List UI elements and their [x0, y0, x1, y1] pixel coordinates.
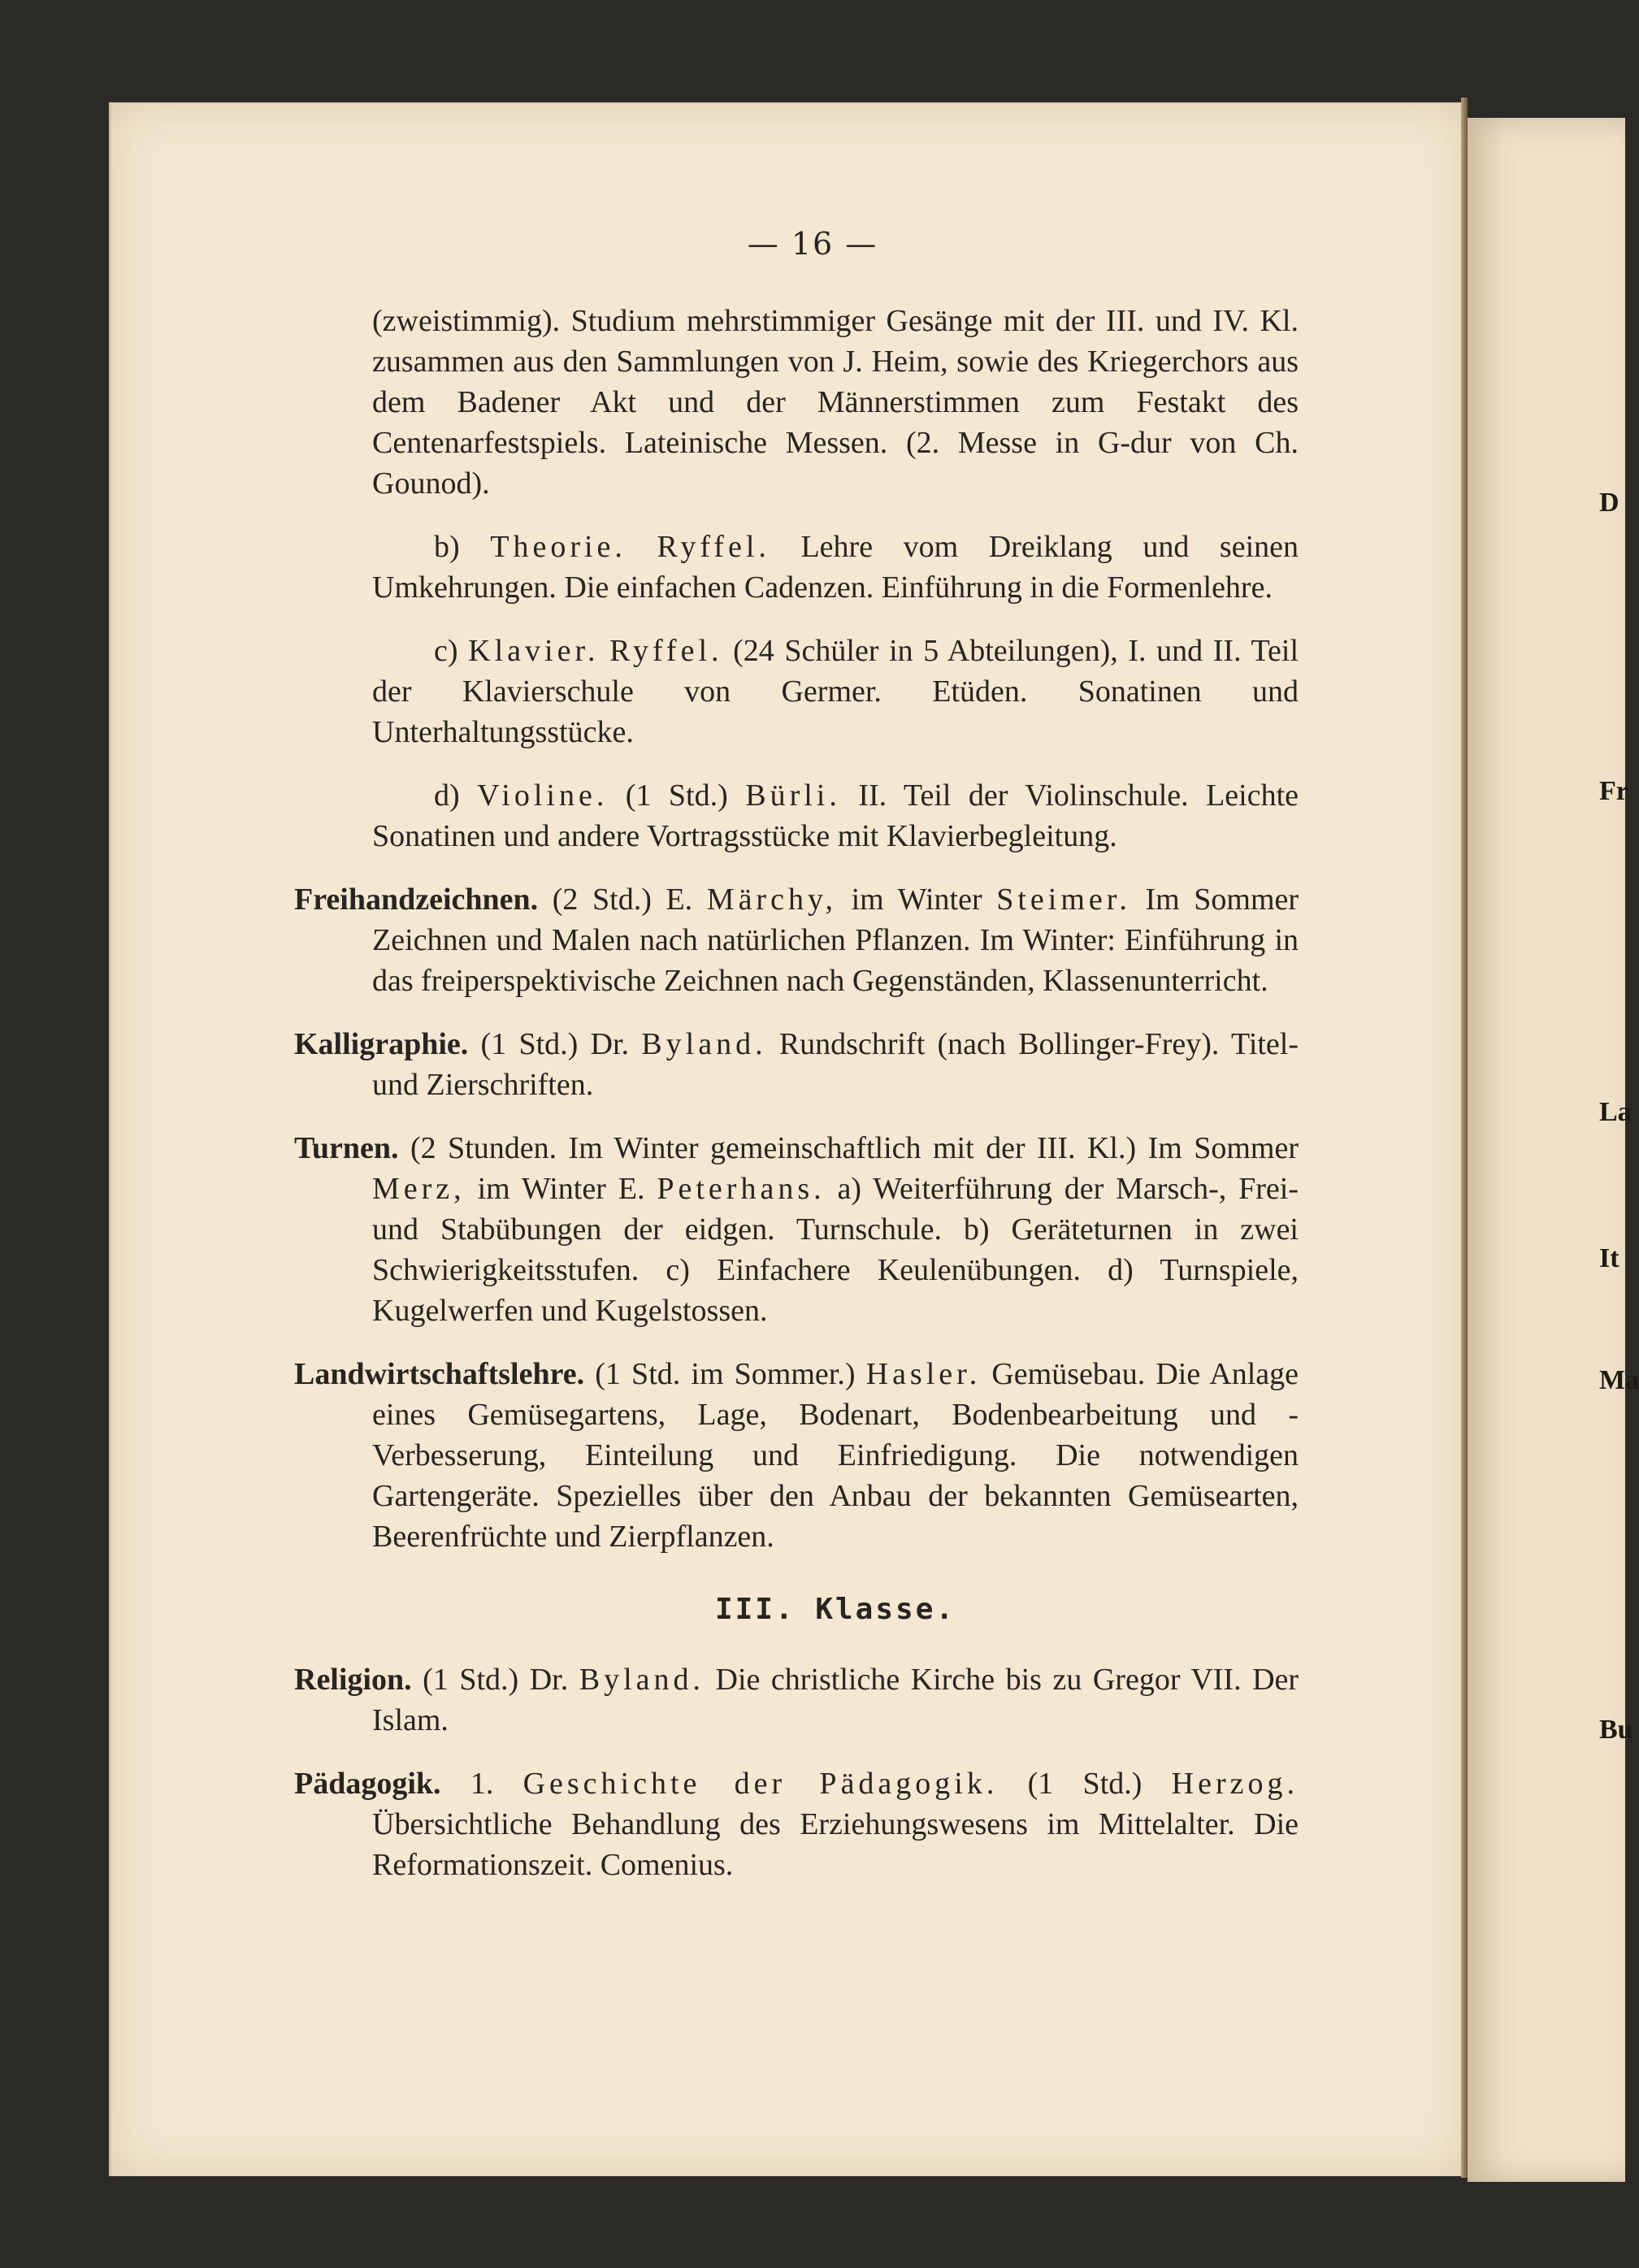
section-heading: Religion.	[294, 1663, 412, 1697]
paragraph-turnen	[294, 1128, 1299, 1331]
edge-word: La	[1599, 1097, 1632, 1127]
teacher-name: Märchy,	[706, 882, 837, 917]
section-heading: Pädagogik.	[294, 1767, 441, 1801]
paragraph-klavier	[372, 631, 1299, 752]
edge-word: Ma	[1599, 1365, 1639, 1395]
paragraph-religion	[294, 1659, 1299, 1741]
edge-word: It	[1599, 1243, 1619, 1273]
right-page-edge	[1468, 118, 1625, 2182]
item-label: c)	[434, 634, 458, 668]
page-text	[294, 301, 1299, 1908]
hours: (1 Std.) Dr.	[423, 1663, 569, 1697]
paragraph-violine	[372, 775, 1299, 856]
hours: (2 Std.) E.	[552, 882, 693, 917]
paragraph-text: Die christliche Kirche bis zu Gregor VII. Der Islam.	[372, 1663, 1299, 1737]
item-label: 1.	[470, 1767, 494, 1801]
page-number: — 16 —	[747, 226, 878, 262]
teacher-name: Merz,	[372, 1172, 466, 1206]
item-label: b)	[434, 530, 460, 564]
paragraph-text: a) Weiterführung der Marsch-, Frei- und Stabübungen der eidgen. Turnschule. b) Geräteturnen in zwei Schwierigkeitsstufen. c) Einfachere Keulenübungen. d) Turnspiele, Kugelwerfen und Kugelstossen.	[372, 1172, 1299, 1328]
item-label: d)	[434, 778, 460, 813]
subject-name: Theorie.	[490, 530, 627, 564]
paragraph-text: (24 Schüler in 5 Abteilungen), I. und II. Teil der Klavierschule von Germer. Etüden. Sonatinen und Unterhaltungsstücke.	[372, 634, 1299, 749]
hours: (1 Std.)	[625, 778, 728, 813]
subject-name: Klavier.	[468, 634, 600, 668]
section-heading: Kalligraphie.	[294, 1027, 469, 1061]
paragraph-gesang-continued: (zweistimmig). Studium mehrstimmiger Gesänge mit der III. und IV. Kl. zusammen aus den Sammlungen von J. Heim, sowie des Kriegerchors aus dem Badener Akt und der Männerstimmen zum Festakt des Centenarfestspiels. Lateinische Messen. (2. Messe in G-dur von Ch. Gounod).	[372, 304, 1299, 501]
hours: (1 Std. im Sommer.)	[595, 1357, 856, 1391]
paragraph-paedagogik	[294, 1763, 1299, 1885]
edge-word: Bu	[1599, 1715, 1633, 1745]
paragraph-text: Im Sommer Zeichnen und Malen nach natürlichen Pflanzen. Im Winter: Einführung in das freiperspektivische Zeichnen nach Gegenständen, Klassenunterricht.	[372, 882, 1299, 998]
section-heading: Landwirtschaftslehre.	[294, 1357, 585, 1391]
class-heading: III. Klasse.	[714, 1593, 956, 1626]
paragraph-kalligraphie	[294, 1024, 1299, 1105]
teacher-name: Peterhans.	[657, 1172, 826, 1206]
hours: (1 Std.) Dr.	[480, 1027, 630, 1061]
teacher-name: Ryffel.	[609, 634, 723, 668]
teacher-name: Ryffel.	[657, 530, 770, 564]
paragraph-text: II. Teil der Violinschule. Leichte Sonatinen und andere Vortragsstücke mit Klavierbegleitung.	[372, 778, 1299, 853]
teacher-name: Bürli.	[745, 778, 841, 813]
teacher-name: Steimer.	[996, 882, 1131, 917]
subject-name: Violine.	[477, 778, 609, 813]
paragraph-landwirtschaftslehre	[294, 1354, 1299, 1557]
paragraph-freihandzeichnen	[294, 879, 1299, 1001]
paragraph-text: Lehre vom Dreiklang und seinen Umkehrungen. Die einfachen Cadenzen. Einführung in die Formenlehre.	[372, 530, 1299, 605]
edge-word: D	[1599, 488, 1619, 518]
paragraph-text: Gemüsebau. Die Anlage eines Gemüsegartens, Lage, Bodenart, Bodenbearbeitung und -Verbesserung, Einteilung und Einfriedigung. Die notwendigen Gartengeräte. Spezielles über den Anbau der bekannten Gemüsearten, Beerenfrüchte und Zierpflanzen.	[372, 1357, 1299, 1554]
paragraph-text: Übersichtliche Behandlung des Erziehungswesens im Mittelalter. Die Reformationszeit. Comenius.	[372, 1807, 1299, 1882]
paragraph-theorie	[372, 527, 1299, 608]
paragraph-text: Rundschrift (nach Bollinger-Frey). Titel- und Zierschriften.	[372, 1027, 1299, 1102]
section-heading: Turnen.	[294, 1131, 399, 1165]
section-heading: Freihandzeichnen.	[294, 882, 539, 917]
subject-name: Geschichte der Pädagogik.	[522, 1767, 999, 1801]
text-fragment: im Winter	[851, 882, 982, 917]
edge-word: Fr	[1599, 776, 1628, 806]
teacher-name: Byland.	[641, 1027, 767, 1061]
teacher-name: Byland.	[579, 1663, 705, 1697]
text-fragment: (2 Stunden. Im Winter gemeinschaftlich mit der III. Kl.) Im Sommer	[410, 1131, 1299, 1165]
book-spine	[1461, 98, 1468, 2178]
teacher-name: Hasler.	[865, 1357, 982, 1391]
text-fragment: im Winter E.	[477, 1172, 645, 1206]
hours: (1 Std.)	[1027, 1767, 1143, 1801]
teacher-name: Herzog.	[1171, 1767, 1299, 1801]
